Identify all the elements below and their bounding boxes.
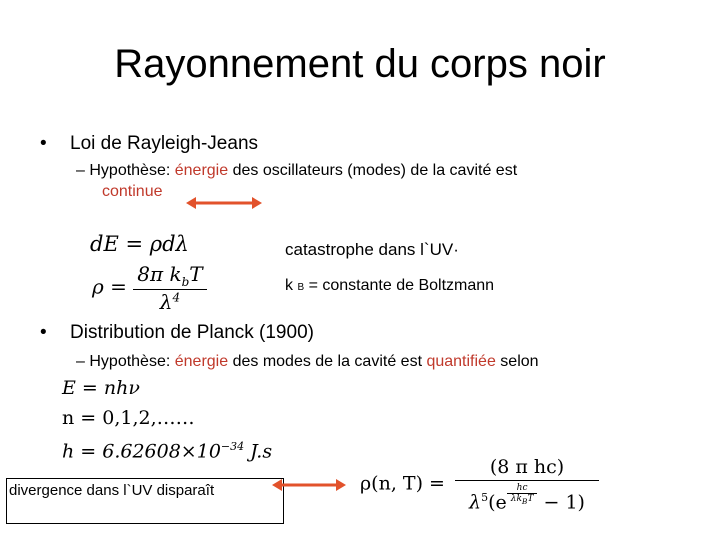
bullet-planck: [40, 322, 314, 344]
rho-denominator: λ: [159, 290, 173, 314]
bullet-label: Loi de Rayleigh-Jeans: [70, 133, 259, 154]
hypothesis-rest: des oscillateurs (modes) de la cavité est: [228, 162, 518, 179]
divergence-text: divergence dans l`UV disparaît: [9, 482, 215, 499]
hypothesis-energy: énergie: [174, 162, 229, 179]
bullet-label: Distribution de Planck (1900): [70, 322, 314, 343]
equation-n: n = 0,1,2,……: [62, 407, 195, 429]
hypothesis-planck: – Hypothèse: énergie des modes de la cavité est quantifiée selon: [76, 353, 539, 370]
sub-marker-icon: –: [76, 353, 85, 370]
double-arrow-icon: [272, 478, 346, 492]
sub-marker-icon: –: [76, 162, 85, 179]
slide-title: Rayonnement du corps noir: [114, 42, 606, 86]
equation-planck-law: ρ(n, T) = (8 π hc) $\lambda^5(e$ $\frac{hc}{\lambda k_BT}$ − 1): [360, 456, 599, 513]
divergence-box: [6, 478, 284, 524]
equation-de: dE = ρdλ: [90, 232, 189, 256]
hypothesis-prefix: Hypothèse:: [89, 162, 175, 179]
planck-numerator: (8 π hc): [489, 456, 565, 478]
boltzmann-definition: k B = constante de Boltzmann: [285, 277, 495, 294]
hypothesis-energy: énergie: [174, 353, 229, 370]
equation-de-rhs: ρdλ: [149, 232, 189, 256]
equation-de-lhs: dE: [90, 232, 119, 256]
hypothesis-rayleigh: [76, 160, 517, 181]
equation-energy: E = nhν: [62, 377, 140, 399]
equation-planck-constant: $h = 6.62608\times 10^{-34}$ J.s: [62, 440, 273, 463]
planck-denominator: $\lambda^5(e$ $\frac{hc}{\lambda k_BT}$ − 1): [455, 480, 599, 513]
equation-rho-rj: ρ = $\frac{8\pi k_bT}{\lambda^4}$: [92, 262, 207, 314]
double-arrow-icon: [186, 196, 262, 210]
bullet-icon: •: [40, 133, 47, 154]
bullet-rayleigh-jeans: [40, 133, 258, 155]
bullet-icon: •: [40, 322, 47, 343]
hypothesis-continue: continue: [102, 183, 163, 200]
rho-numerator: 8π k: [137, 262, 182, 286]
catastrophe-uv-text: catastrophe dans l`UV·: [285, 240, 459, 259]
equation-rho-lhs: ρ: [92, 274, 104, 299]
hypothesis-quantified: quantifiée: [426, 353, 496, 370]
